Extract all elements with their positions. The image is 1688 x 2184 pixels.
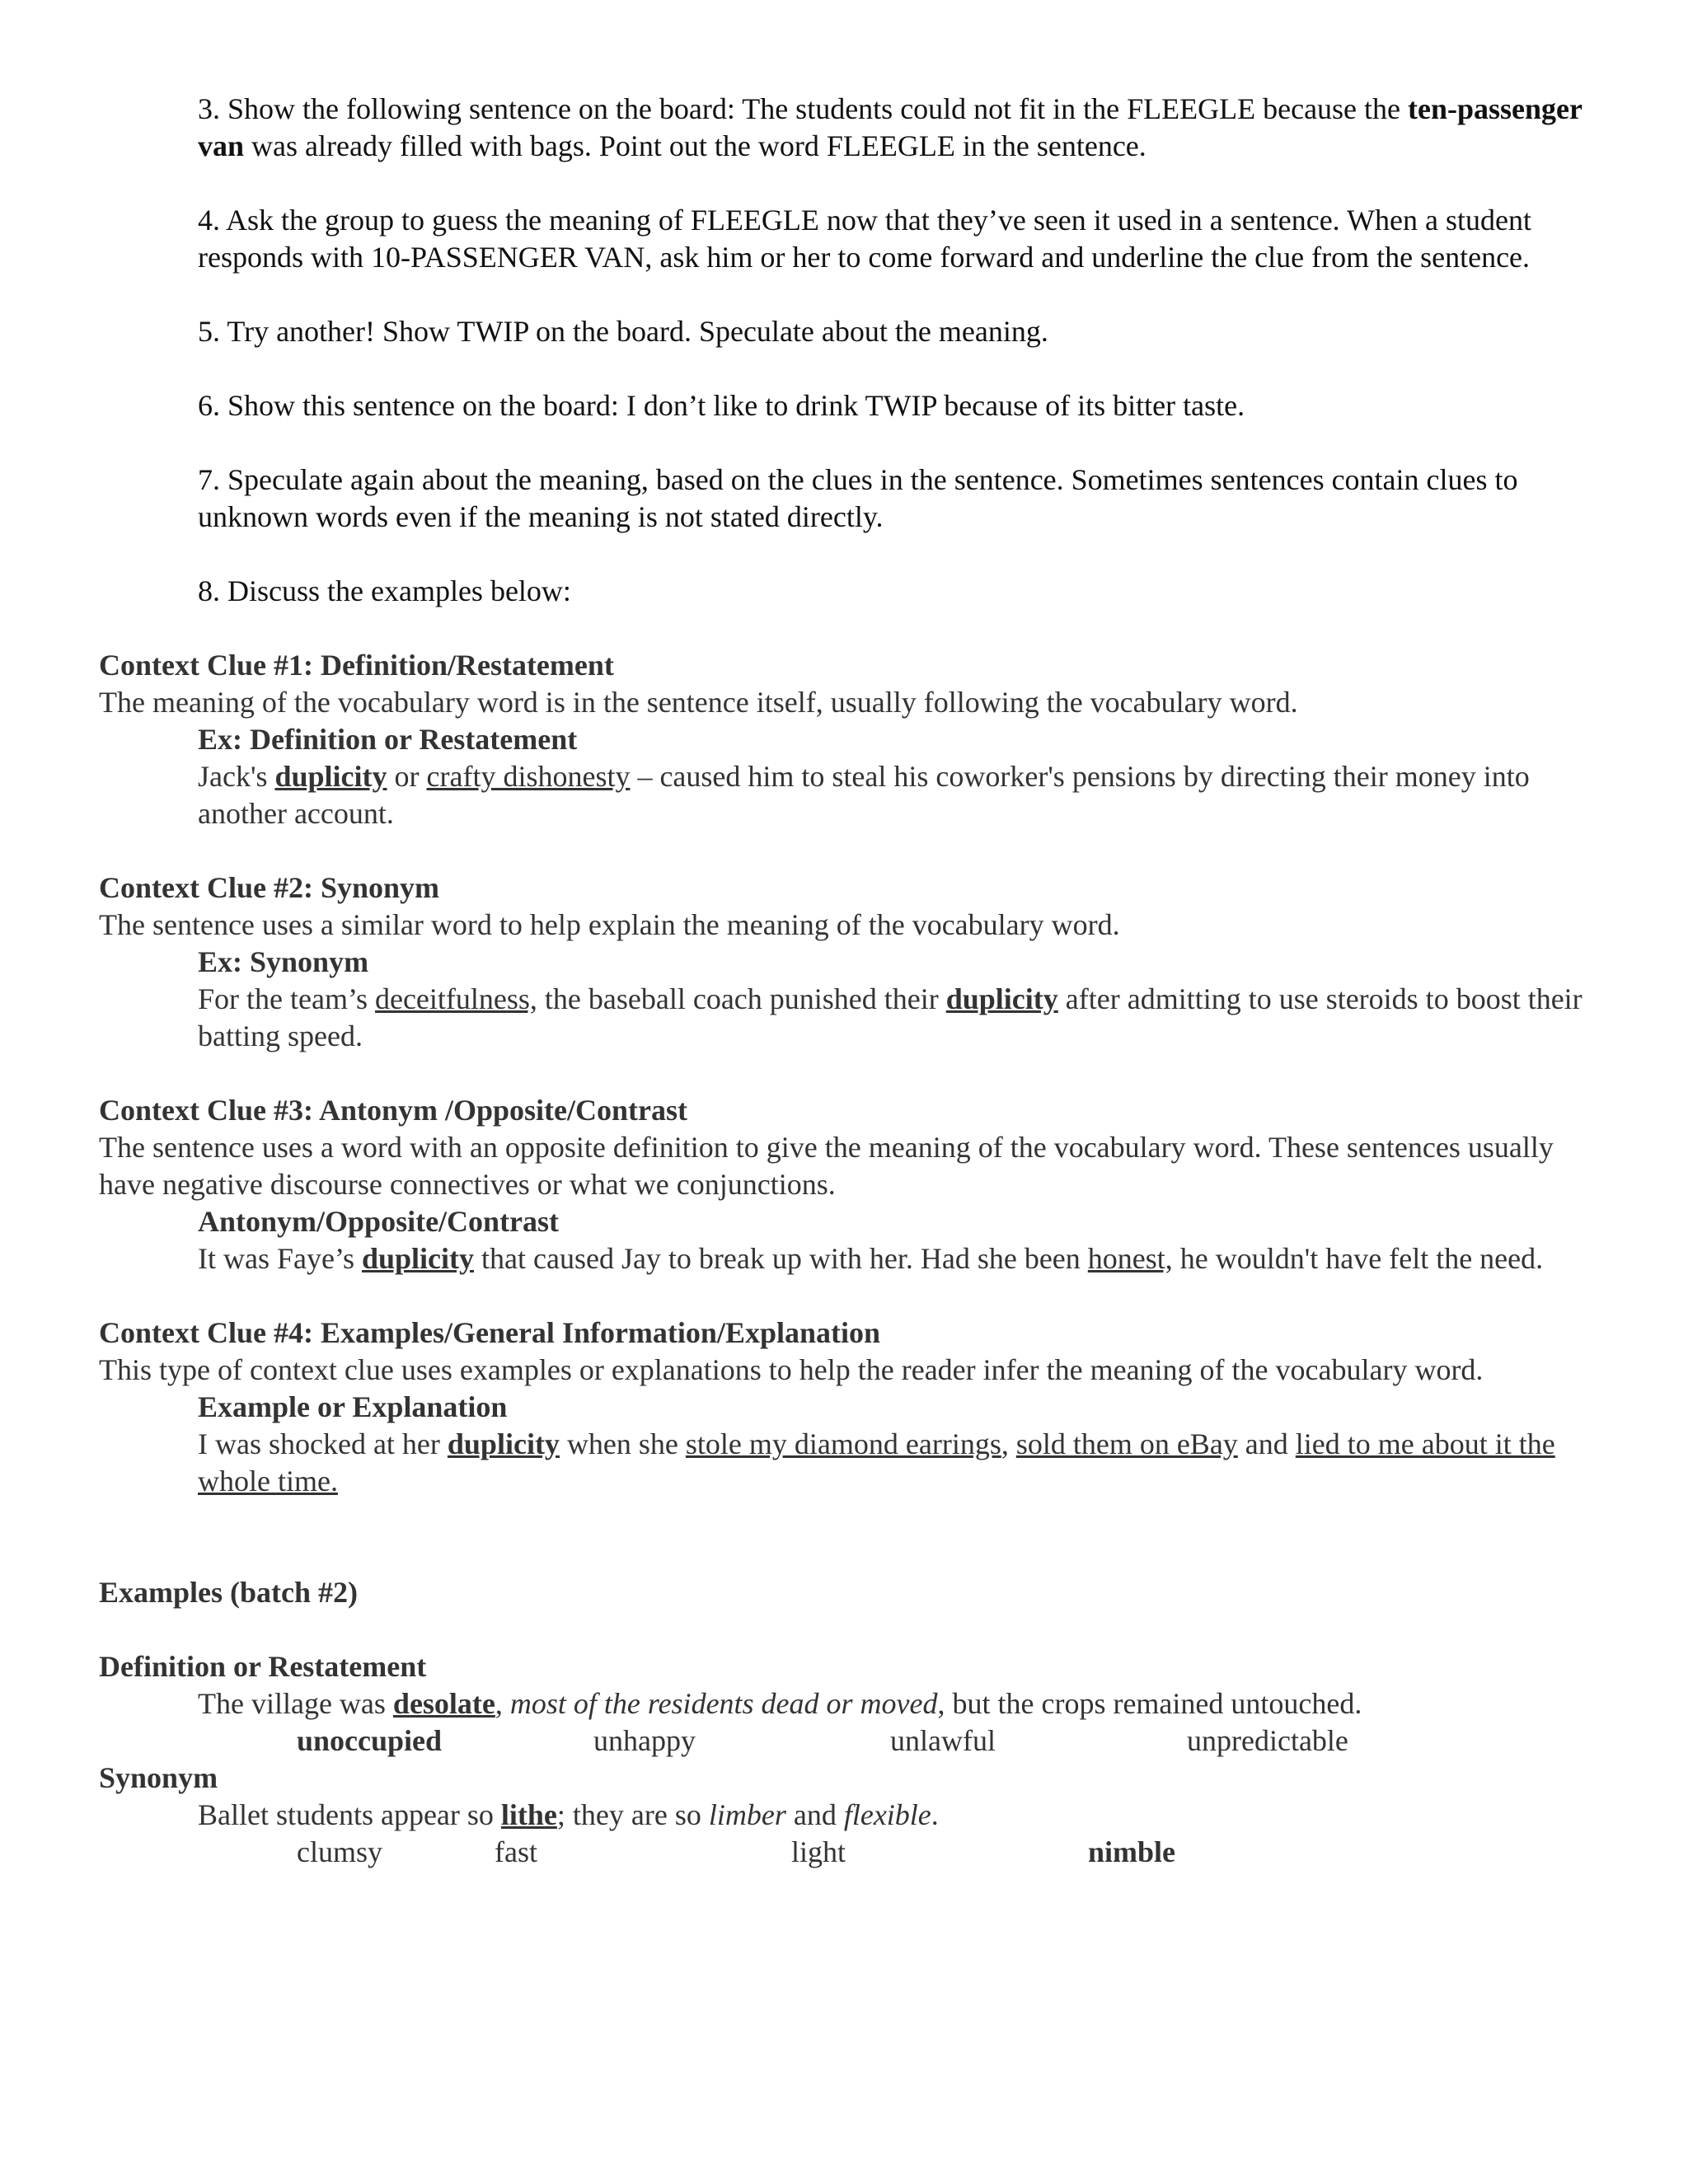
text-run: or	[387, 760, 427, 793]
text-run: and	[1237, 1427, 1296, 1460]
text-run: Speculate again about the meaning, based on the clues in the sentence. Sometimes sentences contain clues to unknown words even if the meaning is not stated directly.	[198, 463, 1518, 533]
example-sentence	[198, 1797, 1599, 1834]
clue-example	[198, 1203, 1599, 1277]
clue-description: This type of context clue uses examples or explanations to help the reader infer the meaning of the vocabulary word.	[99, 1353, 1484, 1386]
clue-example	[198, 1389, 1599, 1500]
context-clue-3	[99, 1092, 1599, 1277]
step-text	[198, 573, 1599, 610]
example-sentence	[198, 1240, 1599, 1277]
step-text	[198, 387, 1599, 424]
clue-example	[198, 721, 1599, 832]
vocabulary-word: lithe	[500, 1798, 557, 1831]
answer-choice: clumsy	[297, 1835, 382, 1868]
example-sentence	[198, 1426, 1599, 1500]
step-number: 4.	[198, 204, 220, 237]
vocabulary-word: duplicity	[447, 1427, 560, 1460]
text-run: he wouldn't have felt the need.	[1172, 1242, 1544, 1275]
text-run: most of the residents dead or moved	[509, 1687, 938, 1720]
answer-choice: light	[791, 1835, 846, 1868]
vocabulary-word: duplicity	[361, 1242, 475, 1275]
vocabulary-word: desolate	[392, 1687, 495, 1720]
text-run: ten-passenger van	[198, 92, 1582, 162]
step-text	[198, 313, 1599, 350]
step-number: 7.	[198, 463, 220, 496]
context-clue-text: crafty dishonesty	[426, 760, 631, 793]
text-run: ,	[1001, 1427, 1016, 1460]
text-run: Discuss the examples below:	[220, 574, 571, 607]
text-run: limber	[708, 1798, 786, 1831]
step-text	[198, 91, 1599, 165]
clue-example	[198, 944, 1599, 1055]
batch2-synonym-body	[198, 1797, 1599, 1834]
step-number: 3.	[198, 92, 220, 125]
context-clue-text: lied to me about it the whole time.	[198, 1427, 1555, 1497]
text-run: Ask the group to guess the meaning of FLEEGLE now that they’ve seen it used in a sentence. When a student responds with 10-PASSENGER VAN, ask him or her to come forward and underline the clue from the sentence.	[198, 204, 1531, 274]
clue-title: Context Clue #4: Examples/General Information/Explanation	[99, 1316, 881, 1349]
text-run: the baseball coach punished their	[537, 982, 946, 1015]
step-number: 6.	[198, 389, 220, 422]
step-8	[198, 573, 1599, 610]
context-clue-text: deceitfulness,	[374, 982, 537, 1015]
example-title: Ex: Synonym	[198, 945, 369, 978]
batch2-synonym-title: Synonym	[99, 1761, 218, 1794]
document-page	[99, 91, 1599, 1871]
text-run: Jack's	[198, 760, 275, 793]
text-run: after admitting to use steroids to boost their batting speed.	[198, 982, 1582, 1052]
batch2-definition-body	[198, 1685, 1599, 1722]
step-4	[198, 202, 1599, 276]
step-text	[198, 202, 1599, 276]
context-clue-text: honest,	[1087, 1242, 1173, 1275]
text-run: .	[931, 1798, 939, 1831]
answer-choices	[297, 1834, 1599, 1871]
answer-choice: unlawful	[890, 1724, 996, 1757]
text-run: It was Faye’s	[198, 1242, 362, 1275]
instruction-steps	[198, 91, 1599, 610]
example-title: Antonym/Opposite/Contrast	[198, 1205, 560, 1238]
example-sentence	[198, 758, 1599, 832]
answer-choice: unpredictable	[1187, 1724, 1348, 1757]
clue-title: Context Clue #3: Antonym /Opposite/Contrast	[99, 1094, 688, 1127]
step-number: 8.	[198, 574, 220, 607]
step-6	[198, 387, 1599, 424]
step-7	[198, 462, 1599, 536]
text-run: Show this sentence on the board: I don’t like to drink TWIP because of its bitter taste.	[220, 389, 1245, 422]
batch-heading: Examples (batch #2)	[99, 1576, 358, 1609]
text-run: Try another! Show TWIP on the board. Speculate about the meaning.	[220, 315, 1048, 348]
text-run: I was shocked at her	[198, 1427, 448, 1460]
text-run: – caused him to steal his coworker's pensions by directing their money into another account.	[198, 760, 1530, 830]
batch2-definition	[99, 1648, 1599, 1760]
context-clue-1	[99, 647, 1599, 832]
context-clue-4	[99, 1315, 1599, 1500]
example-title: Example or Explanation	[198, 1390, 508, 1423]
text-run: when she	[559, 1427, 686, 1460]
vocabulary-word: duplicity	[274, 760, 387, 793]
batch2-definition-title: Definition or Restatement	[99, 1650, 427, 1683]
context-clue-text: sold them on eBay	[1015, 1427, 1238, 1460]
example-sentence	[198, 1685, 1599, 1722]
text-run: Ballet students appear so	[198, 1798, 501, 1831]
text-run: that caused Jay to break up with her. Had she been	[474, 1242, 1088, 1275]
vocabulary-word: duplicity	[945, 982, 1058, 1015]
context-clue-text: stole my diamond earrings	[685, 1427, 1001, 1460]
text-run: flexible	[843, 1798, 931, 1831]
answer-choice: nimble	[1088, 1835, 1176, 1868]
clue-title: Context Clue #1: Definition/Restatement	[99, 649, 614, 682]
text-run: Show the following sentence on the board: The students could not fit in the FLEEGLE because the	[220, 92, 1409, 125]
answer-choices	[297, 1722, 1599, 1760]
clue-description: The sentence uses a similar word to help explain the meaning of the vocabulary word.	[99, 908, 1120, 941]
text-run: The village was	[198, 1687, 393, 1720]
step-3	[198, 91, 1599, 165]
context-clue-2	[99, 869, 1599, 1055]
text-run: For the team’s	[198, 982, 375, 1015]
text-run: ; they are so	[556, 1798, 709, 1831]
answer-choice: unhappy	[593, 1724, 696, 1757]
step-number: 5.	[198, 315, 220, 348]
step-text	[198, 462, 1599, 536]
answer-choice: fast	[495, 1835, 537, 1868]
text-run: , but the crops remained untouched.	[937, 1687, 1362, 1720]
clue-description: The meaning of the vocabulary word is in the sentence itself, usually following the vocabulary word.	[99, 686, 1298, 719]
example-title: Ex: Definition or Restatement	[198, 723, 578, 756]
clue-description: The sentence uses a word with an opposite definition to give the meaning of the vocabulary word. These sentences usually have negative discourse connectives or what we conjunctions.	[99, 1131, 1554, 1201]
text-run: and	[785, 1798, 844, 1831]
clue-title: Context Clue #2: Synonym	[99, 871, 440, 904]
answer-choice: unoccupied	[297, 1724, 443, 1757]
text-run: was already filled with bags. Point out the word FLEEGLE in the sentence.	[244, 129, 1146, 162]
step-5	[198, 313, 1599, 350]
text-run: ,	[495, 1687, 510, 1720]
example-sentence	[198, 981, 1599, 1055]
batch2-synonym	[99, 1760, 1599, 1871]
